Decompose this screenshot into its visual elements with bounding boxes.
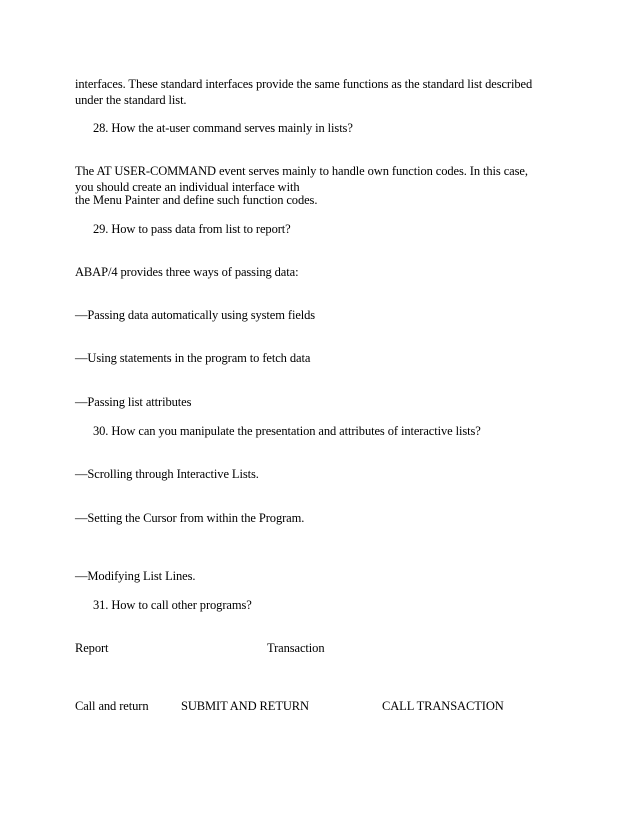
answer-28-line-2: you should create an individual interface with (75, 180, 300, 194)
question-31: 31. How to call other programs? (93, 598, 252, 612)
table-cell-submit-and-return: SUBMIT AND RETURN (181, 699, 309, 713)
answer-28-line-1: The AT USER-COMMAND event serves mainly to handle own function codes. In this case, (75, 164, 528, 178)
list-item: —Modifying List Lines. (75, 569, 196, 583)
table-cell-call-and-return: Call and return (75, 699, 149, 713)
answer-28-line-3: the Menu Painter and define such function codes. (75, 193, 318, 207)
list-item: —Setting the Cursor from within the Program. (75, 511, 305, 525)
answer-29-intro: ABAP/4 provides three ways of passing data: (75, 265, 299, 279)
question-30: 30. How can you manipulate the presentation and attributes of interactive lists? (93, 424, 481, 438)
question-28: 28. How the at-user command serves mainly in lists? (93, 121, 353, 135)
list-item: —Using statements in the program to fetch data (75, 351, 311, 365)
table-cell-call-transaction: CALL TRANSACTION (382, 699, 504, 713)
table-header-report: Report (75, 641, 109, 655)
intro-line-1: interfaces. These standard interfaces provide the same functions as the standard list described (75, 77, 533, 91)
list-item: —Passing list attributes (75, 395, 192, 409)
question-29: 29. How to pass data from list to report? (93, 222, 291, 236)
table-header-transaction: Transaction (267, 641, 325, 655)
list-item: —Scrolling through Interactive Lists. (75, 467, 259, 481)
intro-line-2: under the standard list. (75, 93, 187, 107)
list-item: —Passing data automatically using system fields (75, 308, 316, 322)
